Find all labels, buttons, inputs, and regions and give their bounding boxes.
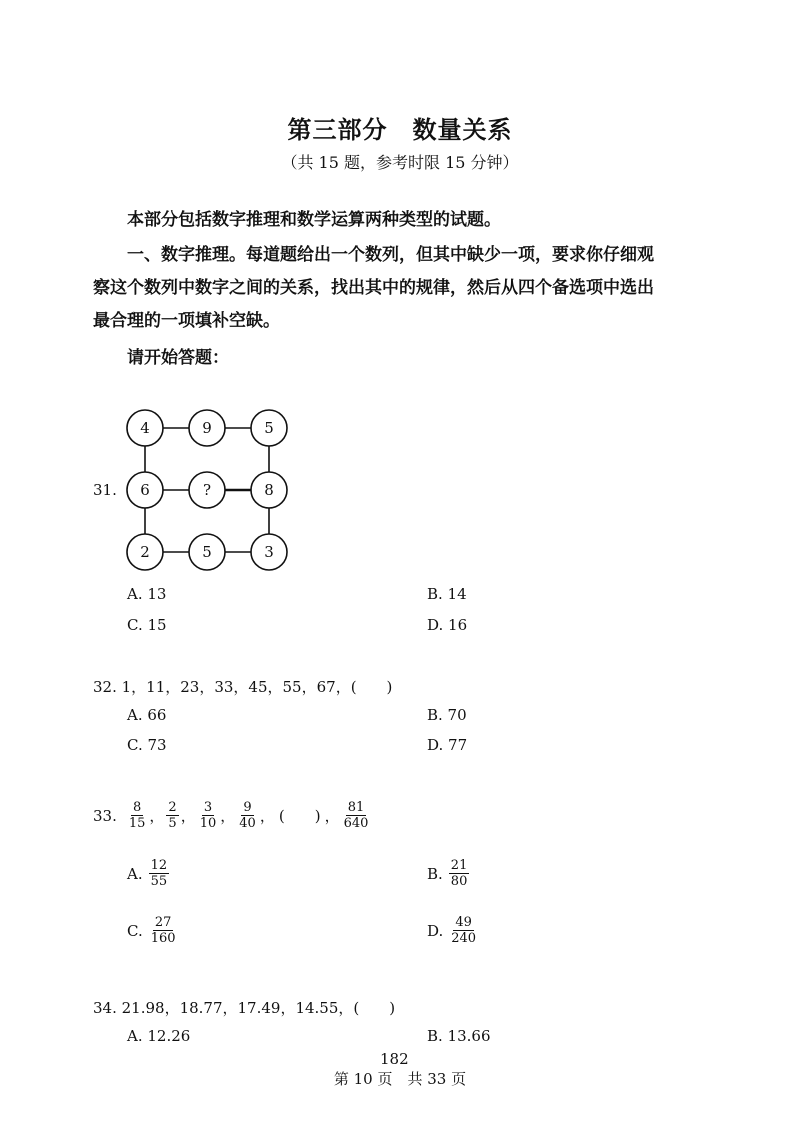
separator: ，	[180, 807, 196, 825]
fraction-denominator: 640	[343, 816, 369, 831]
grid-value: 5	[202, 543, 212, 561]
question-32-option-b: B. 70	[427, 706, 467, 724]
grid-value: 8	[264, 481, 274, 499]
fraction-denominator: 240	[451, 931, 477, 946]
grid-value: 9	[202, 419, 212, 437]
fraction-numerator: 81	[347, 800, 365, 815]
fraction-term	[342, 800, 371, 831]
fraction-term	[166, 800, 178, 831]
fraction-numerator: 2	[168, 800, 177, 815]
question-33-stem	[93, 800, 372, 831]
fraction-numerator: 12	[150, 858, 168, 873]
question-31-circle-grid	[118, 404, 298, 584]
fraction-numerator: 9	[243, 800, 252, 815]
page-footer: 第 10 页 共 33 页	[333, 1070, 467, 1088]
question-31-option-a: A. 13	[127, 585, 167, 603]
question-32-option-c: C. 73	[127, 736, 167, 754]
fraction-term	[237, 800, 258, 831]
page-title: 第三部分 数量关系	[287, 115, 513, 144]
question-33-option-b	[427, 858, 471, 889]
fraction-denominator: 160	[150, 931, 176, 946]
grid-value: 5	[264, 419, 274, 437]
fraction-denominator: 15	[128, 816, 146, 831]
fraction-numerator: 49	[455, 915, 472, 930]
option-label: A.	[127, 864, 143, 883]
fraction-denominator: 10	[199, 816, 217, 831]
question-33-blank: ( )	[278, 807, 321, 825]
question-32-option-a: A. 66	[127, 706, 167, 724]
printed-page-number: 182	[380, 1050, 409, 1068]
fraction-denominator: 55	[150, 874, 168, 889]
question-33-number: 33.	[93, 806, 117, 825]
intro-paragraph-2-line-3: 最合理的一项填补空缺。	[93, 311, 280, 331]
fraction-numerator: 21	[450, 858, 468, 873]
option-label: B.	[427, 864, 443, 883]
grid-unknown: ?	[202, 481, 212, 499]
intro-paragraph-2-line-1: 一、数字推理。每道题给出一个数列，但其中缺少一项，要求你仔细观	[127, 245, 654, 265]
question-34-stem: 34. 21.98，18.77，17.49，14.55，( )	[93, 999, 396, 1017]
intro-paragraph-2-line-2: 察这个数列中数字之间的关系，找出其中的规律，然后从四个备选项中选出	[93, 278, 654, 298]
question-33-option-c	[127, 915, 180, 946]
grid-value: 6	[140, 481, 150, 499]
fraction-denominator: 40	[239, 816, 256, 831]
grid-value: 4	[140, 419, 150, 437]
option-fraction	[449, 858, 470, 889]
option-fraction	[449, 915, 478, 946]
fraction-denominator: 5	[168, 816, 177, 831]
separator: ，	[259, 807, 275, 825]
fraction-numerator: 3	[203, 800, 213, 815]
option-fraction	[149, 915, 178, 946]
separator: ，	[149, 807, 165, 825]
option-label: D.	[427, 921, 444, 940]
option-fraction	[149, 858, 170, 889]
option-label: C.	[127, 921, 143, 940]
fraction-numerator: 8	[132, 800, 142, 815]
fraction-numerator: 27	[154, 915, 172, 930]
fraction-denominator: 80	[450, 874, 468, 889]
fraction-term	[127, 800, 148, 831]
intro-paragraph-1: 本部分包括数字推理和数学运算两种类型的试题。	[127, 210, 501, 230]
separator: ，	[324, 807, 340, 825]
grid-value: 3	[264, 543, 274, 561]
intro-paragraph-3: 请开始答题：	[127, 348, 229, 368]
question-31-number: 31.	[93, 481, 117, 499]
question-33-option-a	[127, 858, 171, 889]
separator: ，	[220, 807, 236, 825]
question-32-stem: 32. 1，11，23，33，45，55，67，( )	[93, 678, 393, 696]
question-31-option-c: C. 15	[127, 616, 167, 634]
question-31-option-b: B. 14	[427, 585, 467, 603]
fraction-term	[198, 800, 219, 831]
question-32-option-d: D. 77	[427, 736, 468, 754]
question-31-option-d: D. 16	[427, 616, 468, 634]
grid-value: 2	[140, 543, 150, 561]
question-34-option-a: A. 12.26	[127, 1027, 191, 1045]
question-34-option-b: B. 13.66	[427, 1027, 491, 1045]
question-33-option-d	[427, 915, 480, 946]
page-subtitle: （共 15 题，参考时限 15 分钟）	[281, 153, 519, 172]
